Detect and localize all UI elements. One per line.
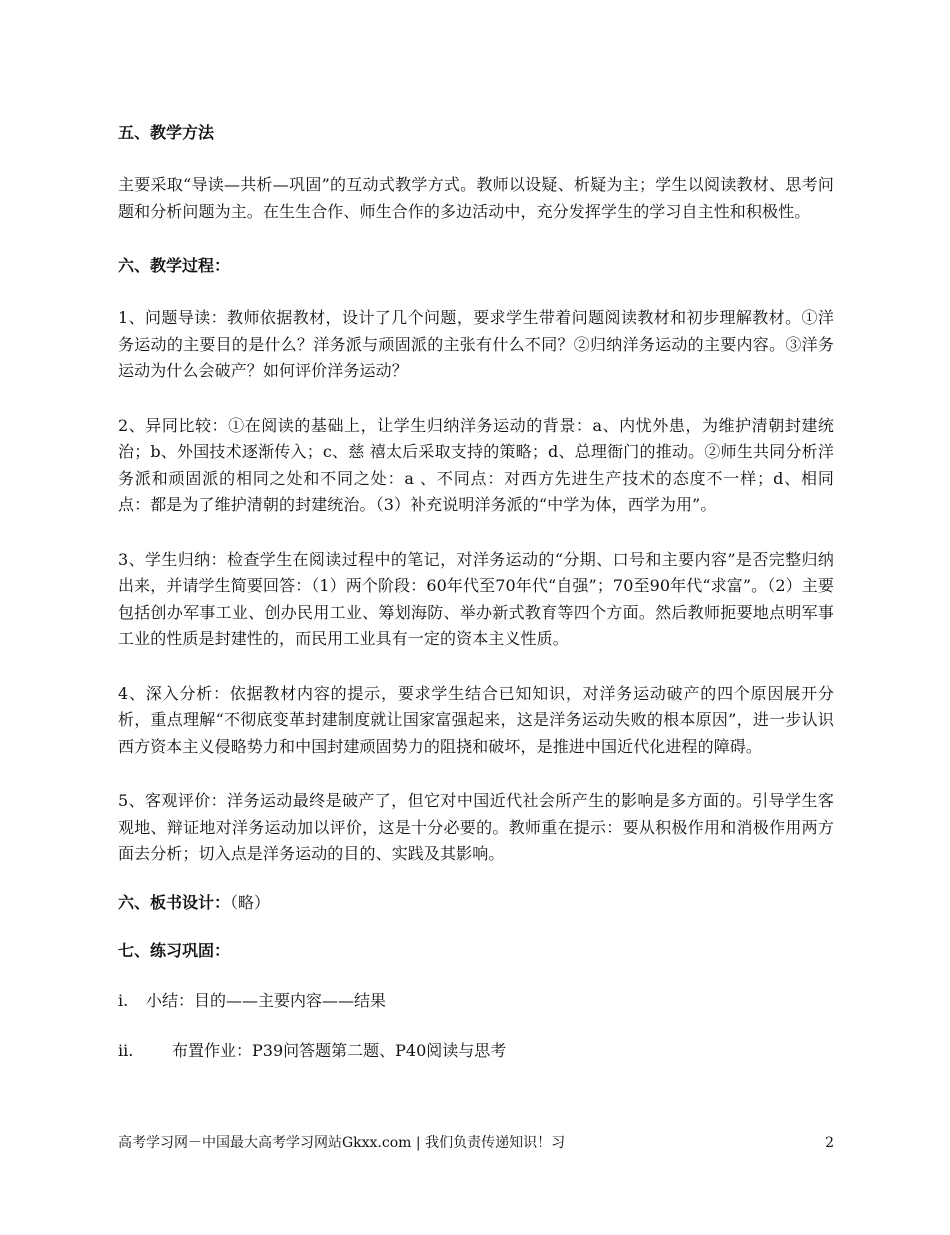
section-heading-process: 六、教学过程： bbox=[118, 256, 231, 275]
process-step-2: 2、异同比较：①在阅读的基础上，让学生归纳洋务运动的背景：a、内忧外患，为维护清朝封建统治；b、外国技术逐渐传入；c、慈 禧太后采取支持的策略；d、总理衙门的推动。②师生共同分析洋务派和顽固派的相同之处和不同之处：a 、不同点：对西方先进生产技术的态度不一样；d、相同点：都是为了维护清朝的封建统治。（3）补充说明洋务派的“中学为体，西学为用”。 bbox=[118, 415, 834, 514]
section-heading-practice: 七、练习巩固： bbox=[118, 940, 231, 960]
process-step-4: 4、深入分析：依据教材内容的提示，要求学生结合已知知识，对洋务运动破产的四个原因展开分析，重点理解“不彻底变革封建制度就让国家富强起来，这是洋务运动失败的根本原因”，进一步认识西方资本主义侵略势力和中国封建顽固势力的阻挠和破坏，是推进中国近代化进程的障碍。 bbox=[118, 683, 834, 756]
document-page bbox=[118, 120, 834, 1088]
list-marker: i. bbox=[118, 990, 129, 1010]
methods-paragraph: 主要采取“导读—共析—巩固”的互动式教学方式。教师以设疑、析疑为主；学生以阅读教材、思考问题和分析问题为主。在生生合作、师生合作的多边活动中，充分发挥学生的学习自主性和积极性。 bbox=[118, 175, 834, 221]
section-heading-methods: 五、教学方法 bbox=[118, 123, 215, 142]
process-step-3: 3、学生归纳：检查学生在阅读过程中的笔记，对洋务运动的“分期、口号和主要内容”是否完整归纳出来，并请学生简要回答：（1）两个阶段：60年代至70年代“自强”；70至90年代“求富”。（2）主要包括创办军事工业、创办民用工业、筹划海防、举办新式教育等四个方面。然后教师扼要地点明军事工业的性质是封建性的，而民用工业具有一定的资本主义性质。 bbox=[118, 549, 834, 648]
section-heading-board: 六、板书设计： bbox=[118, 892, 231, 912]
page-number: 2 bbox=[825, 1135, 834, 1151]
process-step-5: 5、客观评价：洋务运动最终是破产了，但它对中国近代社会所产生的影响是多方面的。引导学生客观地、辩证地对洋务运动加以评价，这是十分必要的。教师重在提示：要从积极作用和消极作用两方面去分析；切入点是洋务运动的目的、实践及其影响。 bbox=[118, 791, 834, 863]
board-design-text: （略） bbox=[230, 892, 271, 912]
list-marker: ii. bbox=[118, 1040, 134, 1060]
process-step-1: 1、问题导读：教师依据教材，设计了几个问题，要求学生带着问题阅读教材和初步理解教材。①洋务运动的主要目的是什么？洋务派与顽固派的主张有什么不同？②归纳洋务运动的主要内容。③洋务运动为什么会破产？如何评价洋务运动？ bbox=[118, 308, 834, 380]
list-item bbox=[118, 1038, 834, 1064]
list-item-text: 布置作业：P39问答题第二题、P40阅读与思考 bbox=[172, 1040, 507, 1060]
page-footer bbox=[118, 1133, 834, 1153]
footer-text: 高考学习网－中国最大高考学习网站Gkxx.com | 我们负责传递知识！习 bbox=[118, 1135, 566, 1151]
board-design-line bbox=[118, 890, 834, 916]
list-item bbox=[118, 988, 834, 1014]
list-item-text: 小结：目的——主要内容——结果 bbox=[146, 990, 387, 1010]
